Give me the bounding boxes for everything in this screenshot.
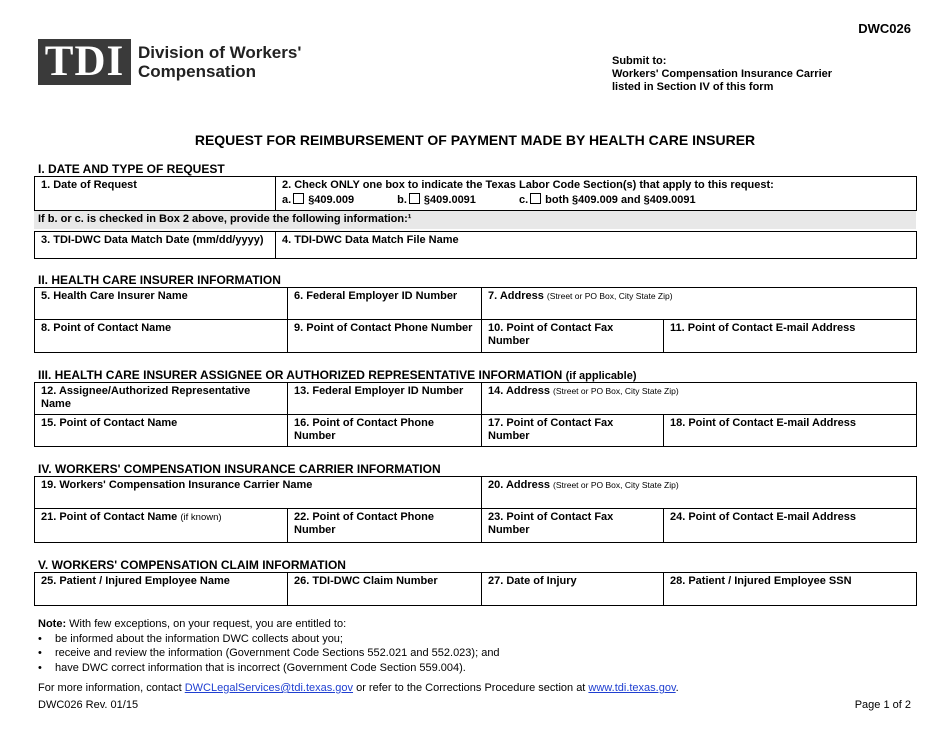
field-13-label: 13. Federal Employer ID Number bbox=[294, 385, 464, 397]
option-c-letter: c. bbox=[518, 194, 529, 206]
legal-services-email-link[interactable]: DWCLegalServices@tdi.texas.gov bbox=[184, 682, 354, 694]
section-4-heading: IV. WORKERS' COMPENSATION INSURANCE CARRIER INFORMATION bbox=[38, 462, 441, 476]
section-3-title: III. HEALTH CARE INSURER ASSIGNEE OR AUTHORIZED REPRESENTATIVE INFORMATION bbox=[38, 368, 563, 382]
list-item: • receive and review the information (Government Code Sections 552.021 and 552.023); and bbox=[38, 646, 898, 661]
form-id: DWC026 bbox=[858, 21, 911, 36]
field-14-label: 14. Address bbox=[488, 385, 550, 397]
section-1-heading: I. DATE AND TYPE OF REQUEST bbox=[38, 162, 225, 176]
section-1-table bbox=[34, 176, 917, 211]
section-3-heading bbox=[38, 368, 637, 382]
option-a-label: §409.009 bbox=[308, 194, 355, 206]
checkbox-b[interactable] bbox=[409, 193, 420, 204]
submit-to-block bbox=[612, 55, 832, 94]
section-4-table bbox=[34, 476, 917, 543]
section-1-data-match-table bbox=[34, 231, 917, 259]
option-b-label: §409.0091 bbox=[423, 194, 476, 206]
field-labor-code-section bbox=[276, 177, 917, 211]
field-22-label: 22. Point of Contact Phone Number bbox=[294, 511, 434, 536]
form-title: REQUEST FOR REIMBURSEMENT OF PAYMENT MADE BY HEALTH CARE INSURER bbox=[194, 132, 756, 148]
tdi-website-link[interactable]: www.tdi.texas.gov bbox=[588, 682, 676, 694]
field-12-label: 12. Assignee/Authorized Representative Name bbox=[41, 385, 251, 410]
field-25-label: 25. Patient / Injured Employee Name bbox=[41, 575, 230, 587]
list-item: • have DWC correct information that is incorrect (Government Code Section 559.004). bbox=[38, 661, 898, 676]
field-10-label: 10. Point of Contact Fax Number bbox=[488, 322, 614, 347]
field-11-label: 11. Point of Contact E-mail Address bbox=[670, 322, 856, 334]
field-patient-ssn[interactable] bbox=[664, 573, 917, 606]
field-8-label: 8. Point of Contact Name bbox=[41, 322, 172, 334]
field-19-label: 19. Workers' Compensation Insurance Carrier Name bbox=[41, 479, 313, 491]
field-carrier-contact-name[interactable] bbox=[35, 509, 288, 543]
field-14-hint: (Street or PO Box, City State Zip) bbox=[553, 386, 679, 396]
field-date-of-request[interactable] bbox=[35, 177, 276, 211]
field-28-label: 28. Patient / Injured Employee SSN bbox=[670, 575, 852, 587]
field-point-of-contact-email[interactable] bbox=[664, 320, 917, 353]
privacy-notes bbox=[38, 617, 898, 675]
field-carrier-contact-phone[interactable] bbox=[288, 509, 482, 543]
option-a bbox=[282, 193, 354, 207]
more-info-middle: or refer to the Corrections Procedure section at bbox=[353, 682, 589, 694]
field-7-hint: (Street or PO Box, City State Zip) bbox=[546, 291, 673, 301]
field-assignee-contact-email[interactable] bbox=[664, 415, 917, 447]
checkbox-c[interactable] bbox=[530, 193, 541, 204]
option-a-letter: a. bbox=[282, 194, 292, 206]
field-patient-name[interactable] bbox=[35, 573, 288, 606]
logo-line-1: Division of Workers' bbox=[138, 43, 302, 62]
field-assignee-federal-employer-id[interactable] bbox=[288, 383, 482, 415]
submit-line-1: Workers' Compensation Insurance Carrier bbox=[612, 68, 833, 80]
field-assignee-address[interactable] bbox=[482, 383, 917, 415]
note-line bbox=[38, 617, 898, 632]
field-assignee-contact-fax[interactable] bbox=[482, 415, 664, 447]
field-health-care-insurer-name[interactable] bbox=[35, 288, 288, 320]
field-assignee-name[interactable] bbox=[35, 383, 288, 415]
field-date-of-injury[interactable] bbox=[482, 573, 664, 606]
field-21-label: 21. Point of Contact Name bbox=[41, 511, 178, 523]
field-carrier-contact-email[interactable] bbox=[664, 509, 917, 543]
submit-label: Submit to: bbox=[612, 55, 667, 67]
option-c bbox=[519, 193, 696, 207]
field-point-of-contact-name[interactable] bbox=[35, 320, 288, 353]
field-21-hint: (if known) bbox=[180, 512, 222, 523]
more-info-line bbox=[38, 682, 679, 694]
field-26-label: 26. TDI-DWC Claim Number bbox=[294, 575, 438, 587]
field-carrier-address[interactable] bbox=[482, 477, 917, 509]
logo-letters: TDI bbox=[44, 38, 125, 85]
checkbox-a[interactable] bbox=[293, 193, 304, 204]
logo-line-2: Compensation bbox=[138, 62, 257, 81]
field-data-match-file-name[interactable] bbox=[276, 232, 917, 259]
note-text: With few exceptions, on your request, you are entitled to: bbox=[66, 618, 347, 630]
field-assignee-contact-name[interactable] bbox=[35, 415, 288, 447]
field-9-label: 9. Point of Contact Phone Number bbox=[294, 322, 473, 334]
field-claim-number[interactable] bbox=[288, 573, 482, 606]
option-b bbox=[397, 193, 476, 207]
note-list bbox=[38, 632, 898, 676]
field-3-label: 3. TDI-DWC Data Match Date (mm/dd/yyyy) bbox=[41, 234, 264, 246]
field-6-label: 6. Federal Employer ID Number bbox=[294, 290, 458, 302]
list-item: • be informed about the information DWC collects about you; bbox=[38, 632, 898, 647]
field-27-label: 27. Date of Injury bbox=[488, 575, 577, 587]
field-7-label: 7. Address bbox=[488, 290, 544, 302]
field-20-label: 20. Address bbox=[488, 479, 550, 491]
field-24-label: 24. Point of Contact E-mail Address bbox=[670, 511, 857, 523]
field-insurer-address[interactable] bbox=[482, 288, 917, 320]
field-18-label: 18. Point of Contact E-mail Address bbox=[670, 417, 857, 429]
field-1-label: 1. Date of Request bbox=[41, 179, 137, 191]
option-c-label: both §409.009 and §409.0091 bbox=[545, 194, 696, 206]
field-23-label: 23. Point of Contact Fax Number bbox=[488, 511, 614, 536]
field-2-label: 2. Check ONLY one box to indicate the Texas Labor Code Section(s) that apply to this request: bbox=[282, 179, 774, 191]
field-carrier-name[interactable] bbox=[35, 477, 482, 509]
section-2-heading: II. HEALTH CARE INSURER INFORMATION bbox=[38, 273, 281, 287]
field-5-label: 5. Health Care Insurer Name bbox=[41, 290, 188, 302]
submit-line-2: listed in Section IV of this form bbox=[612, 81, 774, 93]
section-5-heading: V. WORKERS' COMPENSATION CLAIM INFORMATION bbox=[38, 558, 346, 572]
data-match-note: If b. or c. is checked in Box 2 above, provide the following information:¹ bbox=[38, 213, 412, 225]
page-number: Page 1 of 2 bbox=[854, 699, 911, 711]
field-16-label: 16. Point of Contact Phone Number bbox=[294, 417, 434, 442]
more-info-suffix: . bbox=[675, 682, 679, 694]
option-b-letter: b. bbox=[397, 194, 407, 206]
field-federal-employer-id[interactable] bbox=[288, 288, 482, 320]
field-point-of-contact-phone[interactable] bbox=[288, 320, 482, 353]
tdi-logo bbox=[38, 39, 131, 85]
field-point-of-contact-fax[interactable] bbox=[482, 320, 664, 353]
data-match-note-bar bbox=[34, 211, 916, 229]
section-5-table bbox=[34, 572, 917, 606]
section-3-qualifier: (if applicable) bbox=[565, 370, 637, 382]
form-revision: DWC026 Rev. 01/15 bbox=[38, 699, 139, 711]
section-3-table bbox=[34, 382, 917, 447]
field-data-match-date[interactable] bbox=[35, 232, 276, 259]
logo-text bbox=[138, 43, 301, 81]
field-assignee-contact-phone[interactable] bbox=[288, 415, 482, 447]
section-2-table bbox=[34, 287, 917, 353]
field-20-hint: (Street or PO Box, City State Zip) bbox=[553, 480, 679, 490]
field-17-label: 17. Point of Contact Fax Number bbox=[488, 417, 614, 442]
more-info-prefix: For more information, contact bbox=[38, 682, 185, 694]
field-4-label: 4. TDI-DWC Data Match File Name bbox=[282, 234, 459, 246]
field-carrier-contact-fax[interactable] bbox=[482, 509, 664, 543]
note-label: Note: bbox=[38, 618, 67, 630]
field-15-label: 15. Point of Contact Name bbox=[41, 417, 178, 429]
